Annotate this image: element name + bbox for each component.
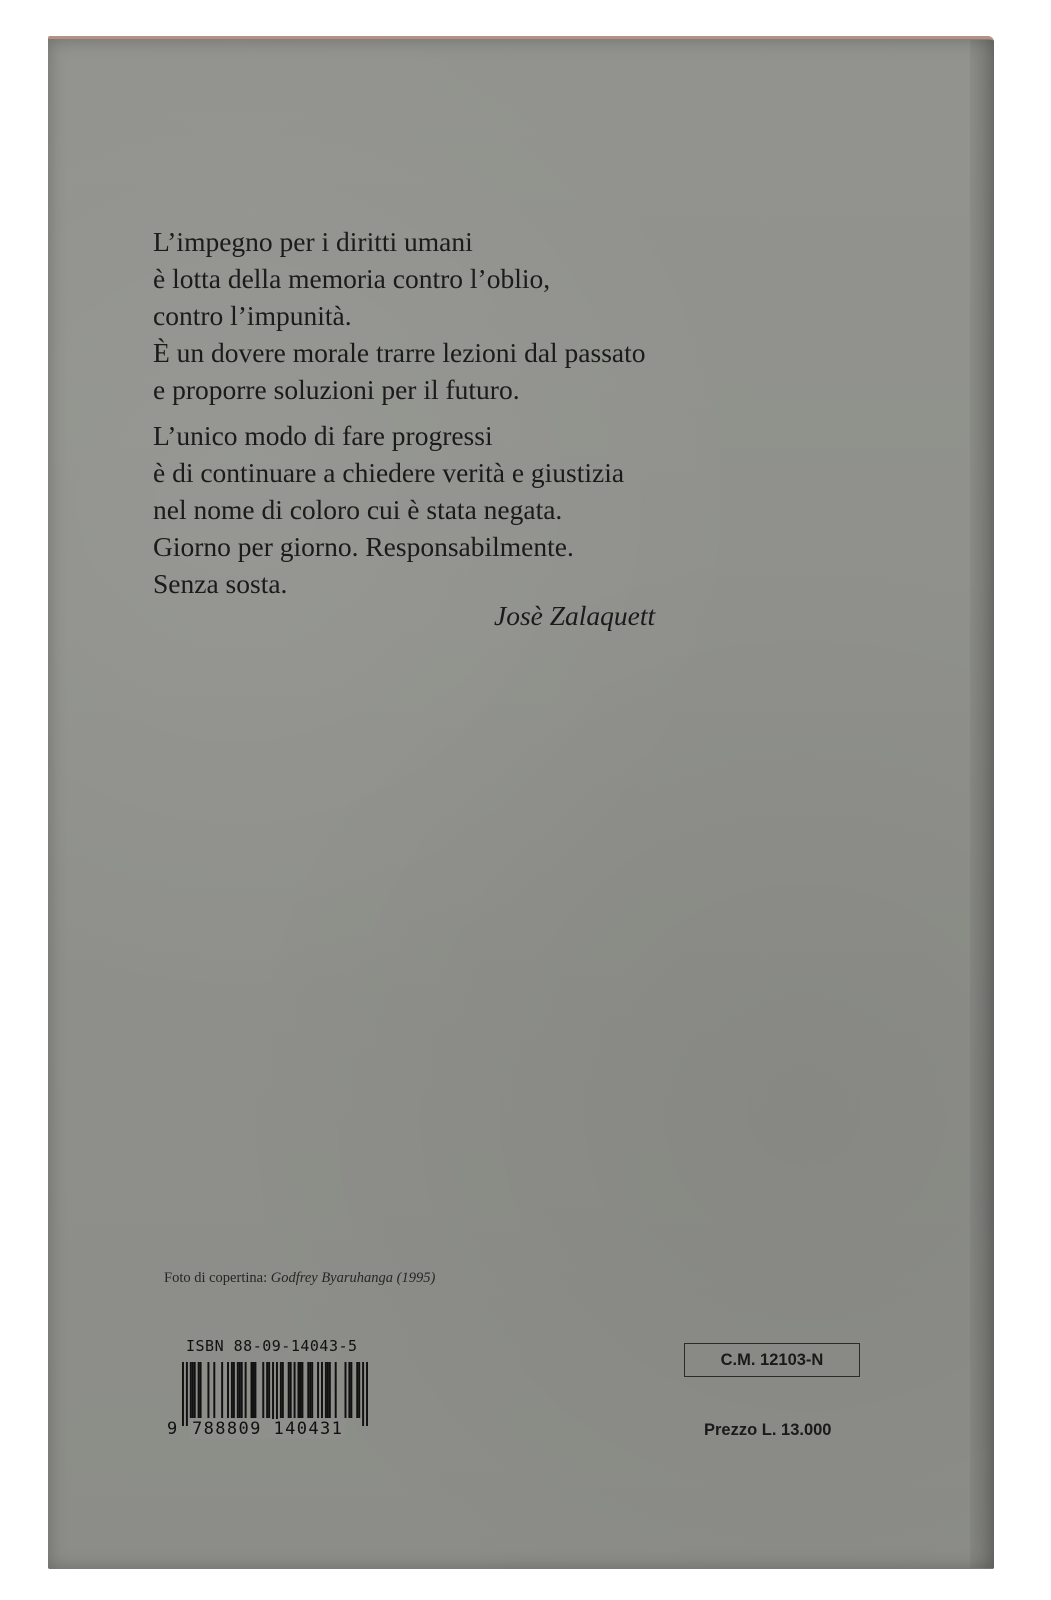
isbn-label: ISBN 88-09-14043-5: [186, 1337, 358, 1355]
catalog-code-box: [684, 1343, 860, 1377]
quote-line: e proporre soluzioni per il futuro.: [153, 374, 520, 405]
barcode-digits: 788809 140431: [192, 1419, 344, 1439]
barcode-first-digit: 9: [167, 1419, 178, 1439]
barcode-bar: [350, 1362, 352, 1418]
barcode-bar: [276, 1362, 278, 1426]
quote-stanza-2: [153, 417, 793, 602]
barcode-bar: [335, 1362, 337, 1418]
quote-line: Senza sosta.: [153, 568, 288, 599]
barcode-bar: [241, 1362, 243, 1418]
barcode-bar: [182, 1362, 184, 1426]
barcode-bar: [329, 1362, 331, 1418]
quote-line: nel nome di coloro cui è stata negata.: [153, 494, 563, 525]
barcode-bar: [348, 1362, 350, 1418]
barcode-bar: [294, 1362, 296, 1418]
quote-block: [153, 223, 793, 611]
barcode-bar: [186, 1362, 188, 1426]
quote-line: è lotta della memoria contro l’oblio,: [153, 263, 551, 294]
barcode-bar: [298, 1362, 300, 1418]
quote-line: È un dovere morale trarre lezioni dal passato: [153, 337, 646, 368]
barcode-bar: [268, 1362, 270, 1418]
quote-stanza-1: [153, 223, 793, 408]
barcode-bar: [282, 1362, 284, 1418]
barcode-bar: [190, 1362, 192, 1418]
barcode-bar: [321, 1362, 323, 1418]
barcode-bar: [266, 1362, 268, 1418]
barcode-bar: [251, 1362, 253, 1418]
quote-line: Giorno per giorno. Responsabilmente.: [153, 531, 574, 562]
barcode-bar: [252, 1362, 254, 1418]
barcode-bar: [207, 1362, 209, 1418]
photo-credit: [164, 1270, 435, 1287]
barcode-bar: [239, 1362, 241, 1418]
barcode-bar: [325, 1362, 327, 1418]
barcode-bar: [356, 1362, 358, 1418]
price-label: Prezzo L. 13.000: [704, 1421, 832, 1439]
barcode-bar: [327, 1362, 329, 1418]
barcode-bar: [290, 1362, 292, 1418]
barcode-bar: [307, 1362, 309, 1418]
barcode-bar: [301, 1362, 303, 1418]
quote-line: L’unico modo di fare progressi: [153, 420, 493, 451]
barcode-bar: [198, 1362, 200, 1418]
barcode-bar: [233, 1362, 235, 1418]
barcode-bar: [213, 1362, 215, 1418]
barcode-bar: [221, 1362, 223, 1418]
barcode-bar: [227, 1362, 229, 1418]
barcode-bar: [358, 1362, 360, 1418]
barcode-bar: [194, 1362, 196, 1418]
barcode-bar: [309, 1362, 311, 1418]
barcode-bar: [231, 1362, 233, 1418]
barcode-bar: [200, 1362, 202, 1418]
photo-credit-name: Godfrey Byaruhanga (1995): [270, 1270, 436, 1286]
barcode-bar: [299, 1362, 301, 1418]
barcode-bar: [317, 1362, 319, 1418]
barcode-bar: [245, 1362, 247, 1418]
barcode-bar: [345, 1362, 347, 1418]
cover-edge-shadow: [970, 40, 994, 1568]
barcode-bar: [311, 1362, 313, 1418]
barcode-bar: [237, 1362, 239, 1418]
barcode-bar: [254, 1362, 256, 1418]
quote-line: è di continuare a chiedere verità e giustizia: [153, 457, 625, 488]
photo-credit-label: Foto di copertina:: [164, 1270, 268, 1286]
quote-line: L’impegno per i diritti umani: [153, 226, 473, 257]
barcode-bar: [288, 1362, 290, 1418]
barcode-bar: [366, 1362, 368, 1426]
catalog-code: C.M. 12103-N: [720, 1350, 824, 1369]
barcode-bar: [262, 1362, 264, 1418]
barcode-bar: [362, 1362, 364, 1426]
barcode-bar: [272, 1362, 274, 1426]
quote-author: Josè Zalaquett: [494, 600, 656, 631]
quote-line: contro l’impunità.: [153, 300, 352, 331]
barcode-bar: [192, 1362, 194, 1418]
isbn-barcode: [182, 1362, 368, 1426]
barcode-bar: [280, 1362, 282, 1418]
